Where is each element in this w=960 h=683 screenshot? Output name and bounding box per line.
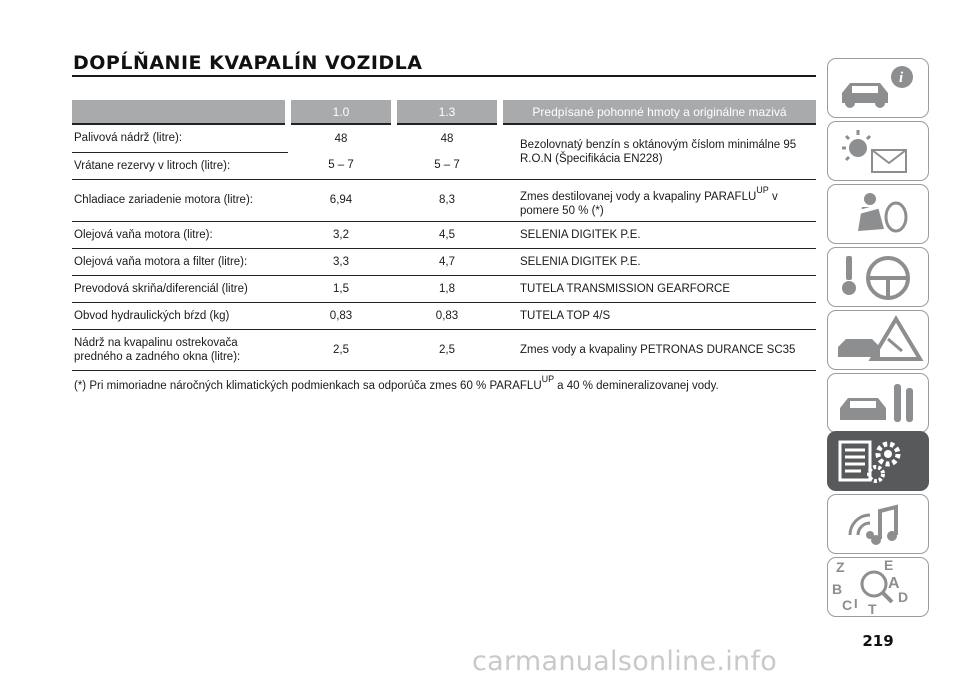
tab-technical-data[interactable]: [827, 431, 929, 491]
coolant-note-text: Zmes destilovanej vody a kvapaliny PARAFLU: [520, 190, 757, 203]
index-letter: Z: [836, 559, 845, 575]
value-1-0: 6,94: [288, 179, 394, 221]
index-letter: A: [888, 575, 900, 592]
title-divider: [72, 75, 816, 77]
row-label: Olejová vaňa motora a filter (litre):: [72, 248, 288, 275]
emergency-triangle-icon: [828, 311, 928, 369]
table-row: [72, 329, 816, 370]
table-row: [72, 275, 816, 302]
multimedia-icon: [828, 495, 928, 553]
index-letter: I: [854, 596, 858, 611]
index-letter: E: [884, 558, 894, 573]
index-letter: T: [868, 601, 877, 616]
table-row: [72, 124, 816, 152]
row-label: Olejová vaňa motora (litre):: [72, 221, 288, 248]
value-1-3: 2,5: [394, 329, 500, 370]
index-letter: B: [832, 581, 843, 597]
coolant-note-line2: pomere 50 % (*): [520, 204, 604, 217]
value-1-3: 0,83: [394, 302, 500, 329]
row-label: Chladiace zariadenie motora (litre):: [72, 179, 288, 221]
header-col-fluids: Predpísané pohonné hmoty a originálne mazivá: [500, 100, 816, 124]
table-row: [72, 179, 816, 221]
tab-steering-wheel[interactable]: [827, 247, 929, 307]
value-1-3: 4,5: [394, 221, 500, 248]
row-label-line2: predného a zadného okna (litre):: [74, 350, 241, 363]
tab-airbag-safety[interactable]: [827, 184, 929, 244]
header-col-1-0: 1.0: [288, 100, 394, 124]
value-1-3: 1,8: [394, 275, 500, 302]
fuel-note-line2: R.O.N (Špecifikácia EN228): [520, 152, 663, 165]
header-col-1-3: 1.3: [394, 100, 500, 124]
value-1-0: 5 – 7: [288, 152, 394, 179]
svg-text:i: i: [899, 70, 904, 86]
value-1-0: 1,5: [288, 275, 394, 302]
tab-emergency[interactable]: [827, 310, 929, 370]
index-icon: [828, 558, 928, 616]
value-1-3: 48: [394, 124, 500, 152]
watermark: carmanualsonline.info: [472, 646, 778, 677]
footnote-text: (*) Pri mimoriadne náročných klimatických podmienkach sa odporúča zmes 60 % PARAFLU: [74, 380, 542, 392]
tab-maintenance[interactable]: [827, 373, 929, 433]
fluid-spec: Zmes vody a kvapaliny PETRONAS DURANCE SC35: [500, 329, 816, 370]
steering-wheel-key-icon: [828, 248, 928, 306]
fluids-table: [72, 100, 816, 371]
tab-warning-lights[interactable]: [827, 121, 929, 181]
tab-multimedia[interactable]: [827, 494, 929, 554]
fuel-note-line1: Bezolovnatý benzín s oktánovým číslom minimálne 95: [520, 138, 797, 151]
value-1-3: 8,3: [394, 179, 500, 221]
table-row: [72, 248, 816, 275]
table-header-row: [72, 100, 816, 124]
fluid-spec: TUTELA TOP 4/S: [500, 302, 816, 329]
footnote: [74, 374, 719, 392]
fluid-spec: SELENIA DIGITEK P.E.: [500, 221, 816, 248]
value-1-0: 0,83: [288, 302, 394, 329]
car-maintenance-icon: [828, 374, 928, 432]
row-label: Obvod hydraulických bŕzd (kg): [72, 302, 288, 329]
row-label: Prevodová skriňa/diferenciál (litre): [72, 275, 288, 302]
value-1-0: 3,2: [288, 221, 394, 248]
technical-data-icon: [828, 432, 928, 490]
page-number: 219: [862, 632, 894, 650]
value-1-3: 5 – 7: [394, 152, 500, 179]
row-label: Vrátane rezervy v litroch (litre):: [72, 152, 288, 179]
table-row: [72, 302, 816, 329]
fuel-note: [500, 124, 816, 179]
warning-lights-icon: [828, 122, 928, 180]
footnote-post: a 40 % demineralizovanej vody.: [557, 380, 719, 392]
value-1-3: 4,7: [394, 248, 500, 275]
header-blank-cell: [72, 100, 288, 124]
row-label: [72, 329, 288, 370]
value-1-0: 2,5: [288, 329, 394, 370]
row-label: Palivová nádrž (litre):: [72, 124, 288, 152]
tab-index[interactable]: [827, 557, 929, 617]
fluid-spec: TUTELA TRANSMISSION GEARFORCE: [500, 275, 816, 302]
coolant-note: [500, 179, 816, 221]
coolant-note-sup: UP: [756, 184, 769, 195]
page-title: DOPĹŇANIE KVAPALÍN VOZIDLA: [73, 52, 423, 74]
airbag-safety-icon: [828, 185, 928, 243]
coolant-note-post: v: [768, 190, 778, 203]
row-label-line1: Nádrž na kvapalinu ostrekovača: [74, 336, 238, 349]
car-info-icon: [828, 59, 928, 117]
footnote-sup: UP: [541, 374, 555, 384]
value-1-0: 3,3: [288, 248, 394, 275]
tab-car-info[interactable]: [827, 58, 929, 118]
index-letter: D: [898, 589, 909, 605]
index-letter: C: [842, 597, 853, 613]
fluid-spec: SELENIA DIGITEK P.E.: [500, 248, 816, 275]
value-1-0: 48: [288, 124, 394, 152]
table-row: [72, 221, 816, 248]
